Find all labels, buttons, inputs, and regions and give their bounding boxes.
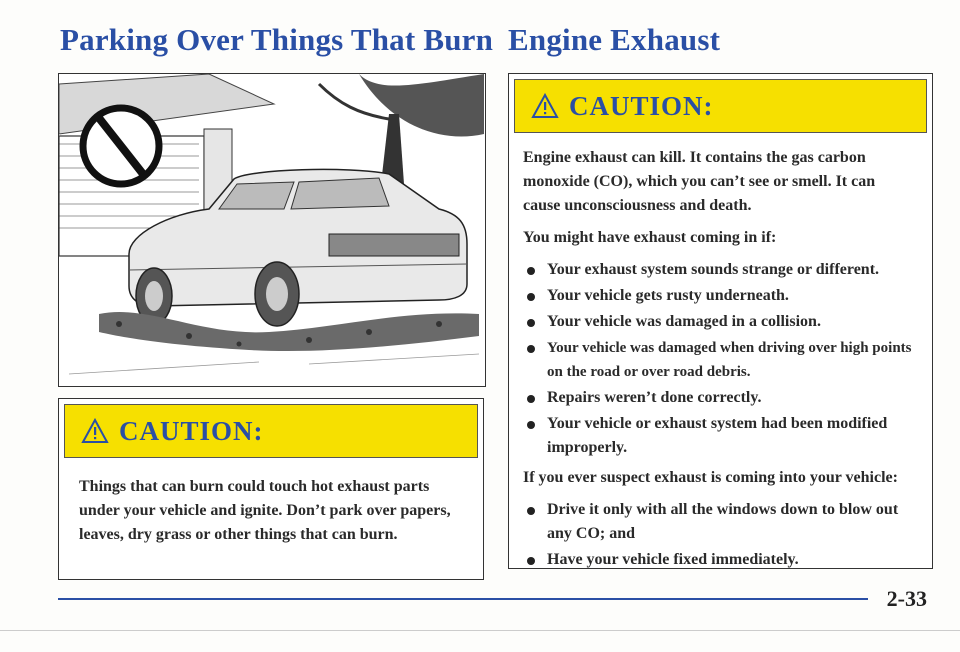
prohibition-icon	[83, 108, 159, 184]
bullet-icon	[527, 345, 535, 353]
caution-paragraph: You might have exhaust coming in if:	[523, 229, 777, 246]
list-item: Your vehicle was damaged when driving over high points on the road or over road debris.	[523, 336, 916, 384]
bullet-icon	[527, 557, 535, 565]
bullet-icon	[527, 319, 535, 327]
caution-label: CAUTION:	[569, 90, 714, 121]
exhaust-conditions-list	[523, 258, 916, 460]
list-item: Drive it only with all the windows down to blow out any CO; and	[523, 498, 916, 546]
list-item: Repairs weren’t done correctly.	[523, 386, 916, 410]
bullet-icon	[527, 507, 535, 515]
caution-paragraph: Engine exhaust can kill. It contains the gas carbon monoxide (CO), which you can’t see or smell. It can cause unconsciousness and death.	[523, 149, 876, 214]
caution-box-exhaust	[508, 73, 933, 569]
list-item: Your vehicle or exhaust system had been modified improperly.	[523, 412, 916, 460]
page-number: 2-33	[886, 586, 927, 611]
bullet-icon	[527, 395, 535, 403]
section-heading-exhaust: Engine Exhaust	[508, 22, 721, 57]
caution-text: Things that can burn could touch hot exhaust parts under your vehicle and ignite. Don’t park over papers, leaves, dry grass or other things that can burn.	[79, 478, 451, 543]
warning-triangle-icon	[81, 418, 109, 444]
list-item: Your vehicle was damaged in a collision.	[523, 310, 916, 334]
footer-rule	[58, 598, 868, 600]
bullet-icon	[527, 421, 535, 429]
bullet-icon	[527, 293, 535, 301]
list-item: Your vehicle gets rusty underneath.	[523, 284, 916, 308]
caution-banner	[514, 79, 927, 133]
list-item: Have your vehicle fixed immediately.	[523, 548, 916, 572]
warning-triangle-icon	[531, 93, 559, 119]
list-item: Your exhaust system sounds strange or different.	[523, 258, 916, 282]
caution-label: CAUTION:	[119, 415, 264, 446]
bottom-divider	[0, 630, 960, 631]
action-list	[523, 498, 916, 572]
caution-body	[509, 138, 932, 572]
bullet-icon	[527, 267, 535, 275]
caution-box-parking	[58, 398, 484, 580]
caution-paragraph: If you ever suspect exhaust is coming into your vehicle:	[523, 469, 898, 486]
car-parked-over-leaves-illustration	[58, 73, 486, 387]
section-heading-parking: Parking Over Things That Burn	[60, 22, 494, 57]
caution-banner	[64, 404, 478, 458]
